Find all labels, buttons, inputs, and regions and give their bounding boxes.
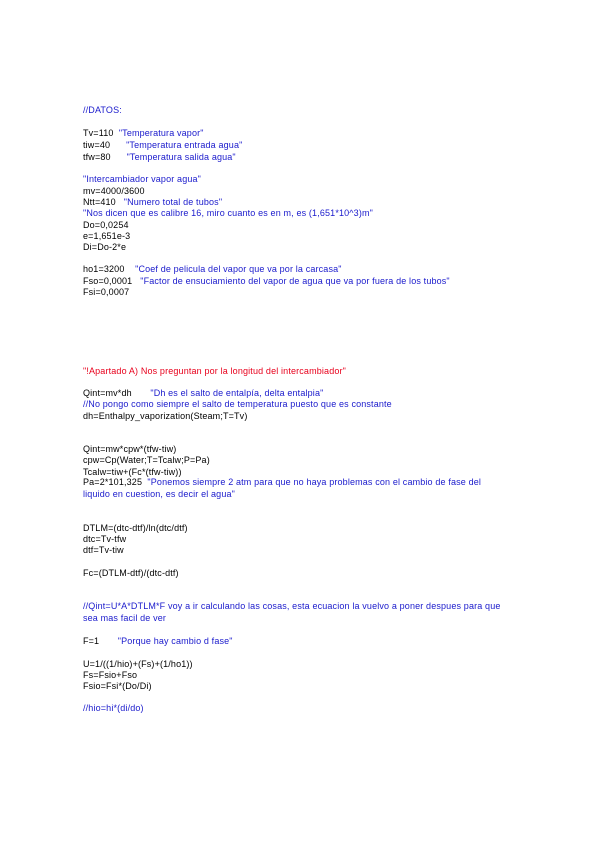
code-e: e=1,651e-3: [83, 231, 131, 241]
code-line-ho1: [83, 264, 342, 274]
code-ntt: Ntt=410: [83, 197, 116, 207]
code-dtf: dtf=Tv-tiw: [83, 545, 124, 555]
comment-tiw: "Temperatura entrada agua": [126, 140, 243, 150]
code-fsio: Fsio=Fsi*(Do/Di): [83, 681, 152, 691]
comment-ntt: "Numero total de tubos": [123, 197, 223, 207]
datos-comment: //DATOS:: [83, 105, 122, 115]
code-di: Di=Do-2*e: [83, 242, 127, 252]
code-tfw: tfw=80: [83, 152, 111, 162]
code-cpw: cpw=Cp(Water;T=Tcalw;P=Pa): [83, 455, 210, 465]
nopongo-comment: //No pongo como siempre el salto de temperatura puesto que es constante: [83, 399, 392, 409]
code-line-f: [83, 636, 233, 646]
comment-pa: "Ponemos siempre 2 atm para que no haya problemas con el cambio de fase del liquido en cuestion, es decir el agua": [83, 477, 482, 499]
code-ho1: ho1=3200: [83, 264, 125, 274]
calibre-comment: "Nos dicen que es calibre 16, miro cuanto es en m, es (1,651*10^3)m": [83, 208, 373, 218]
code-tiw: tiw=40: [83, 140, 111, 150]
code-tv: Tv=110: [83, 128, 114, 138]
code-u: U=1/((1/hio)+(Fs)+(1/ho1)): [83, 659, 193, 669]
code-qint1: Qint=mv*dh: [83, 388, 132, 398]
code-dtc: dtc=Tv-tfw: [83, 534, 127, 544]
code-dtlm: DTLM=(dtc-dtf)/ln(dtc/dtf): [83, 523, 188, 533]
code-dh: dh=Enthalpy_vaporization(Steam;T=Tv): [83, 411, 248, 421]
code-f: F=1: [83, 636, 100, 646]
comment-qint1: "Dh es el salto de entalpía, delta entalpia": [150, 388, 324, 398]
code-fs: Fs=Fsio+Fso: [83, 670, 138, 680]
code-line-ntt: [83, 197, 222, 207]
code-do: Do=0,0254: [83, 220, 129, 230]
code-qint2: Qint=mw*cpw*(tfw-tiw): [83, 444, 177, 454]
comment-fso: "Factor de ensuciamiento del vapor de agua que va por fuera de los tubos": [140, 276, 450, 286]
hio-comment: //hio=hi*(di/do): [83, 703, 144, 713]
comment-tfw: "Temperatura salida agua": [126, 152, 236, 162]
comment-tv: "Temperatura vapor": [118, 128, 204, 138]
code-block-pa: [83, 476, 508, 500]
code-line-tv: [83, 128, 204, 138]
code-line-qint1: [83, 388, 323, 398]
code-fso: Fso=0,0001: [83, 276, 133, 286]
code-fsi: Fsi=0,0007: [83, 287, 130, 297]
code-fc: Fc=(DTLM-dtf)/(dtc-dtf): [83, 568, 179, 578]
comment-f: "Porque hay cambio d fase": [117, 636, 233, 646]
intercambiador-comment: "Intercambiador vapor agua": [83, 174, 202, 184]
code-line-tiw: [83, 140, 242, 150]
code-mv: mv=4000/3600: [83, 186, 145, 196]
code-line-tfw: [83, 152, 236, 162]
comment-ho1: "Coef de pelicula del vapor que va por la carcasa": [135, 264, 342, 274]
code-line-fso: [83, 276, 450, 286]
code-tcalw: Tcalw=tiw+(Fc*(tfw-tiw)): [83, 467, 182, 477]
qint3-comment: //Qint=U*A*DTLM*F voy a ir calculando las cosas, esta ecuacion la vuelvo a poner despues para que sea mas facil de ver: [83, 601, 501, 623]
code-pa: Pa=2*101,325: [83, 477, 143, 487]
apartado-comment: "!Apartado A) Nos preguntan por la longitud del intercambiador": [83, 366, 346, 376]
